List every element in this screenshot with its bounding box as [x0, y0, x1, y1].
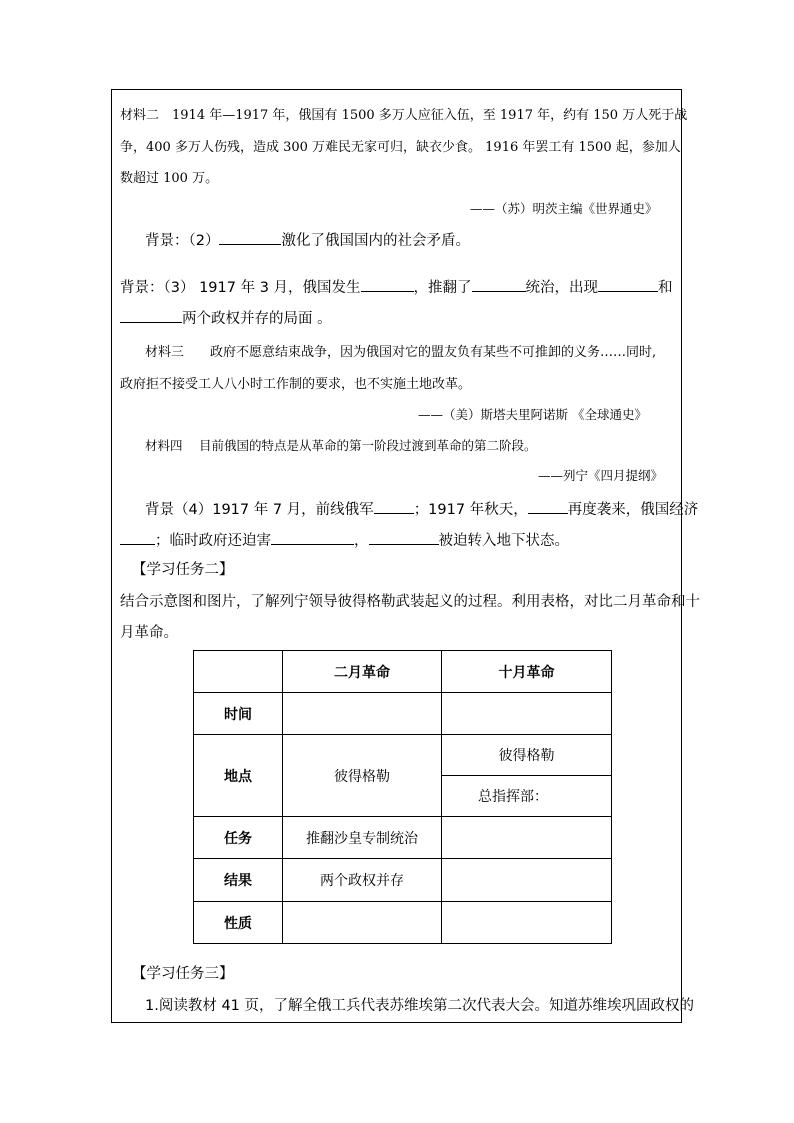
cell-oct-headquarters[interactable]: 总指挥部： [442, 776, 612, 817]
blank-bg3-b[interactable] [472, 278, 526, 292]
background2-prefix: 背景：（2） [145, 233, 220, 249]
blank-bg3-d[interactable] [120, 309, 182, 323]
background3-text1: 背景：（3） 1917 年 3 月，俄国发生 [120, 280, 361, 296]
cell-feb-result: 两个政权并存 [283, 859, 442, 902]
table-row-nature [194, 902, 612, 944]
material2-line1: 材料二 1914 年—1917 年，俄国有 1500 多万人应征入伍，至 1917 年，约有 150 万人死于战 [120, 108, 688, 123]
material3-line1: 材料三 政府不愿意结束战争，因为俄国对它的盟友负有某些不可推卸的义务……同时, [145, 345, 657, 360]
material4-line1: 材料四 目前俄国的特点是从革命的第一阶段过渡到革命的第二阶段。 [145, 438, 537, 453]
cell-feb-nature[interactable] [283, 902, 442, 944]
task2-line1: 结合示意图和图片，了解列宁领导彼得格勒武装起义的过程。利用表格，对比二月革命和十 [120, 594, 700, 610]
cell-feb-task: 推翻沙皇专制统治 [283, 817, 442, 859]
cell-oct-task[interactable] [442, 817, 612, 859]
blank-bg4-c[interactable] [120, 531, 155, 545]
row-label-time: 时间 [194, 693, 283, 735]
task3-line1: 1.阅读教材 41 页，了解全俄工兵代表苏维埃第二次代表大会。知道苏维埃巩固政权的 [145, 998, 695, 1014]
table-row-task [194, 817, 612, 859]
table-row-time [194, 693, 612, 735]
blank-bg4-b[interactable] [528, 500, 568, 514]
material3-line2: 政府拒不接受工人八小时工作制的要求，也不实施土地改革。 [120, 377, 472, 392]
background4-line1 [145, 500, 698, 518]
blank-bg3-c[interactable] [598, 278, 658, 292]
blank-bg3-a[interactable] [361, 278, 414, 292]
cell-oct-result[interactable] [442, 859, 612, 902]
task2-heading: 【学习任务二】 [132, 562, 234, 578]
material2-line3: 数超过 100 万。 [120, 171, 219, 186]
row-label-nature: 性质 [194, 902, 283, 944]
task3-heading: 【学习任务三】 [132, 966, 234, 982]
cell-oct-time[interactable] [442, 693, 612, 735]
blank-bg4-a[interactable] [374, 500, 414, 514]
background3-text5: 两个政权并存的局面 。 [182, 311, 332, 327]
background4-text3: 再度袭来，俄国经济 [567, 502, 699, 518]
cell-feb-time[interactable] [283, 693, 442, 735]
table-row-result [194, 859, 612, 902]
background2-line [145, 231, 470, 249]
background4-text6: 被迫转入地下状态。 [438, 533, 569, 549]
cell-feb-place: 彼得格勒 [283, 735, 442, 817]
blank-bg2[interactable] [219, 231, 281, 245]
background4-text5: ， [354, 533, 369, 549]
comparison-table [193, 650, 612, 944]
blank-bg4-d[interactable] [271, 531, 354, 545]
background4-text1: 背景（4）1917 年 7 月，前线俄军 [145, 502, 374, 518]
background3-line1 [120, 278, 673, 296]
background2-suffix: 激化了俄国国内的社会矛盾。 [281, 233, 470, 249]
background4-text4: ；临时政府还迫害 [155, 533, 271, 549]
blank-bg4-e[interactable] [369, 531, 439, 545]
header-empty-cell [194, 651, 283, 693]
background3-line2 [120, 309, 332, 327]
table-row-place-top [194, 735, 612, 776]
background4-line2 [120, 531, 569, 549]
table-header-row [194, 651, 612, 693]
task2-line2: 月革命。 [120, 625, 178, 641]
material3-source: ——（美）斯塔夫里阿诺斯 《全球通史》 [418, 407, 647, 422]
background3-text2: ，推翻了 [413, 280, 472, 296]
row-label-place: 地点 [194, 735, 283, 817]
background4-text2: ；1917 年秋天， [413, 502, 528, 518]
material2-line2: 争，400 多万人伤残，造成 300 万难民无家可归，缺衣少食。 1916 年罢工有 1500 起，参加人 [120, 140, 681, 155]
material4-source: ——列宁《四月提纲》 [538, 468, 664, 483]
cell-oct-place: 彼得格勒 [442, 735, 612, 776]
cell-oct-nature[interactable] [442, 902, 612, 944]
header-oct-revolution: 十月革命 [442, 651, 612, 693]
background3-text3: 统治，出现 [525, 280, 599, 296]
material2-source: ——（苏）明茨主编《世界通史》 [470, 201, 658, 216]
background3-text4: 和 [658, 280, 673, 296]
row-label-task: 任务 [194, 817, 283, 859]
row-label-result: 结果 [194, 859, 283, 902]
header-feb-revolution: 二月革命 [283, 651, 442, 693]
